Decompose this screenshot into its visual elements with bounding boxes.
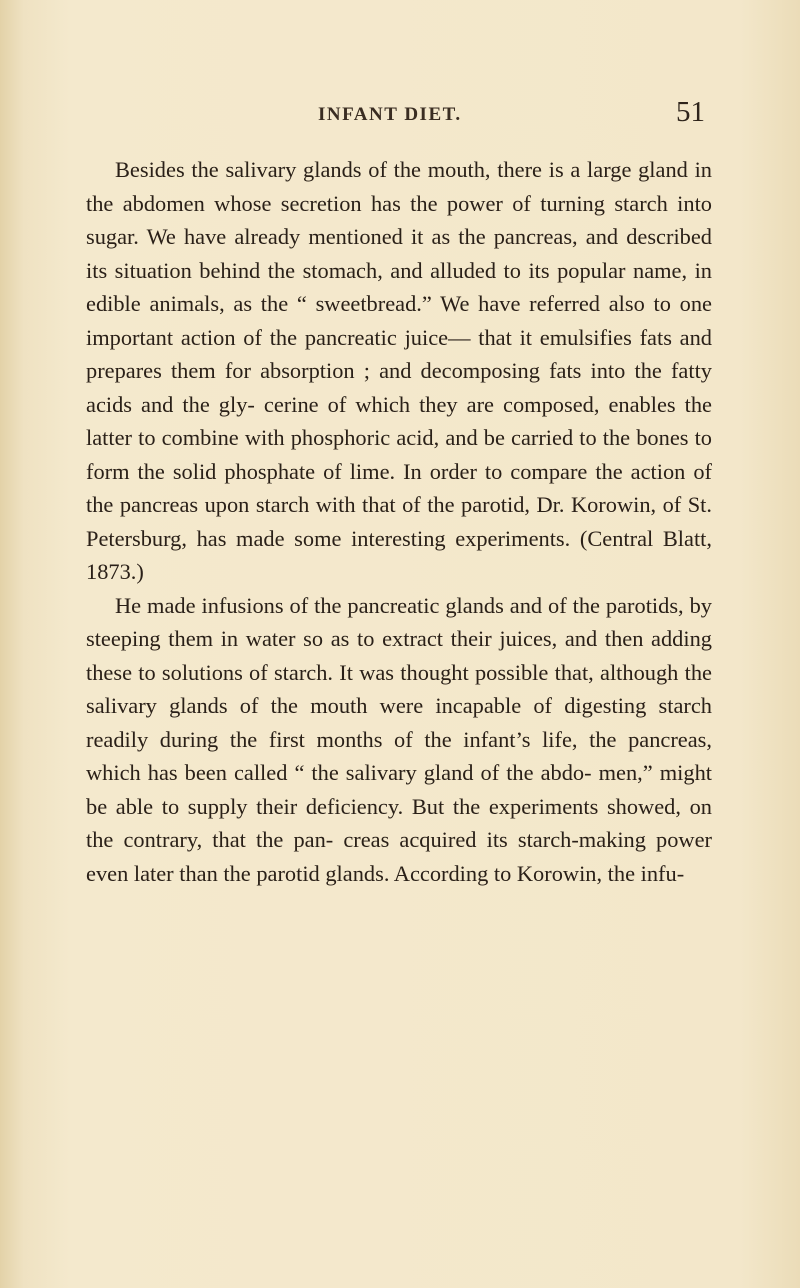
paragraph-1: Besides the salivary glands of the mouth, there is a large gland in the abdomen whose secretion has the power of turning starch into sugar. We have already mentioned it as the pancreas, and described its situation behind the stomach, and alluded to its popular name, in edible animals, as the “ sweetbread.” We have referred also to one important action of the pancreatic juice— that it emulsifies fats and prepares them for absorption ; and decomposing fats into the fatty acids and the gly- cerine of which they are composed, enables the latter to combine with phosphoric acid, and be carried to the bones to form the solid phosphate of lime. In order to compare the action of the pancreas upon starch with that of the parotid, Dr. Korowin, of St. Petersburg, has made some interesting experiments. (Central Blatt, 1873.) (86, 157, 712, 584)
running-head (0, 98, 800, 132)
page-number: 51 (676, 96, 705, 128)
running-title: INFANT DIET. (318, 104, 462, 125)
body-text (86, 153, 712, 890)
paragraph-2: He made infusions of the pancreatic glands and of the parotids, by steeping them in water so as to extract their juices, and then adding these to solutions of starch. It was thought possible that, although the salivary glands of the mouth were incapable of digesting starch readily during the first months of the infant’s life, the pancreas, which has been called “ the salivary gland of the abdo- men,” might be able to supply their deficiency. But the experiments showed, on the contrary, that the pan- creas acquired its starch-making power even later than the parotid glands. According to Korowin, the infu- (86, 592, 712, 886)
